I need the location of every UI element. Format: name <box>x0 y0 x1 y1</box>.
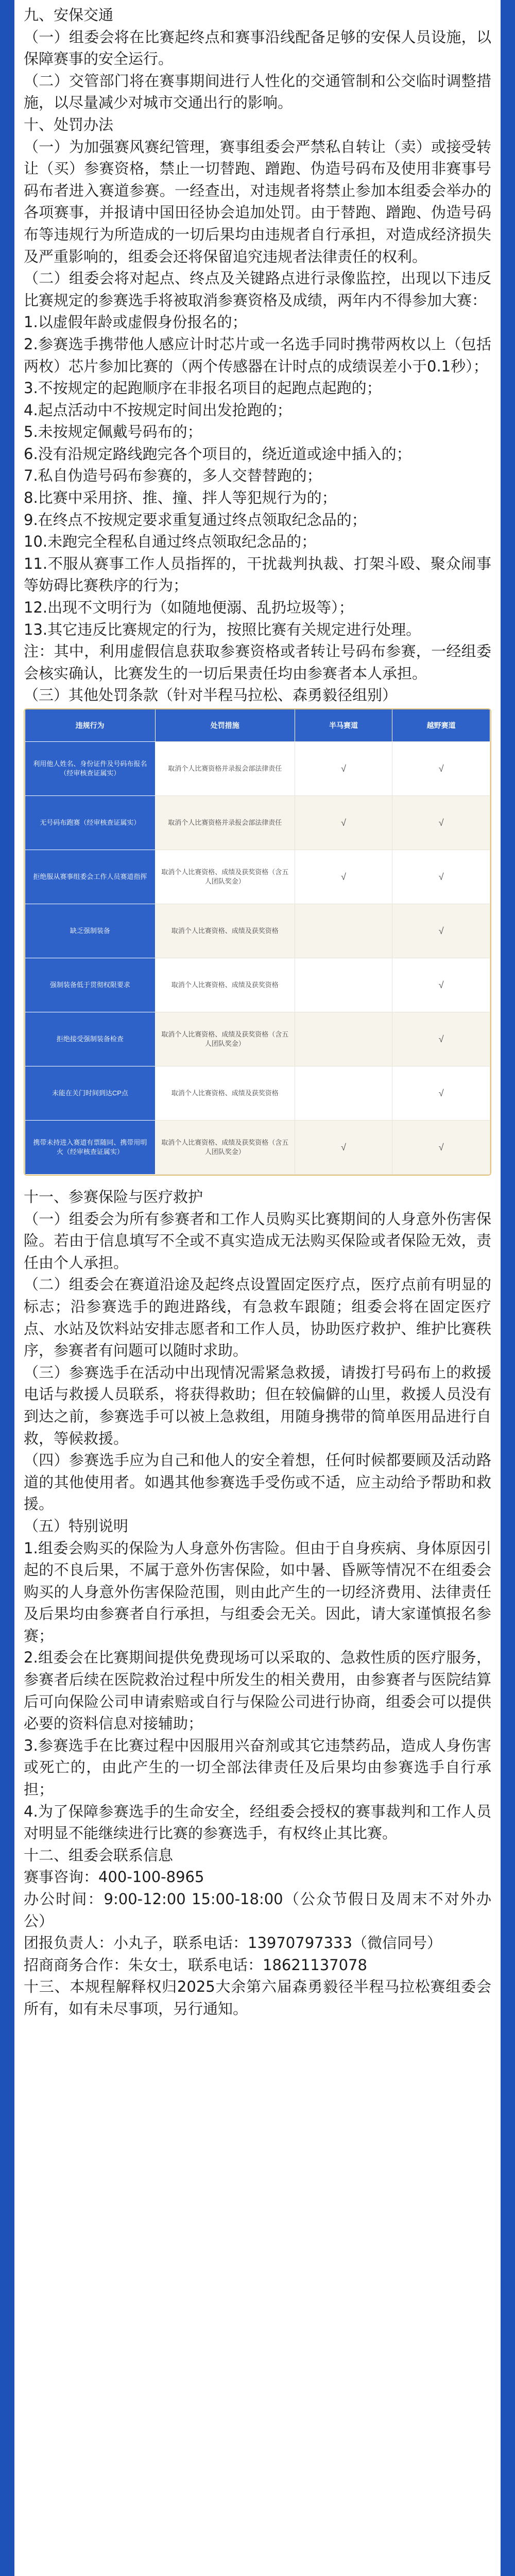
cell-trail: √ <box>392 1012 490 1066</box>
paragraph: 注：其中，利用虚假信息获取参赛资格或者转让号码布参赛，一经组委会核实确认，比赛发生的一切后果责任均由参赛者本人承担。 <box>24 642 491 682</box>
section-before-table <box>24 4 491 706</box>
table-row <box>25 1012 490 1066</box>
cell-trail: √ <box>392 1121 490 1175</box>
cell-measure: 取消个人比赛资格、成绩及获奖资格 <box>155 904 295 958</box>
paragraph: （一）组委会将在比赛起终点和赛事沿线配备足够的安保人员设施，以保障赛事的安全运行。 <box>24 28 491 68</box>
cell-trail: √ <box>392 850 490 904</box>
paragraph: 7.私自伪造号码布参赛的，多人交替替跑的； <box>24 467 322 485</box>
cell-measure: 取消个人比赛资格并录报会部法律责任 <box>155 742 295 796</box>
regulation-text <box>24 4 491 2020</box>
paragraph: 6.没有沿规定路线跑完各个项目的，绕近道或途中插入的； <box>24 445 411 463</box>
paragraph: （三）参赛选手在活动中出现情况需紧急救援，请拨打号码布上的救援电话与救援人员联系，将获得救助；但在较偏僻的山里，救援人员没有到达之前，参赛选手可以被上急救组，用随身携带的简单医用品进行自救，等候救援。 <box>24 1363 491 1447</box>
paragraph: 3.不按规定的起跑顺序在非报名项目的起跑点起跑的； <box>24 379 382 397</box>
paragraph: 2.参赛选手携带他人感应计时芯片或一名选手同时携带两枚以上（包括两枚）芯片参加比赛的（两个传感器在计时点的成绩误差小于0.1秒）； <box>24 335 491 375</box>
cell-trail: √ <box>392 742 490 796</box>
paragraph: （五）特别说明 <box>24 1517 129 1535</box>
paragraph: 2.组委会在比赛期间提供免费现场可以采取的、急救性质的医疗服务，参赛者后续在医院救治过程中所发生的相关费用，由参赛者与医院结算后可向保险公司申请索赔或自行与保险公司进行协商，组委会可以提供必要的资料信息对接辅助； <box>24 1649 491 1733</box>
penalty-table <box>25 709 490 1175</box>
cell-measure: 取消个人比赛资格、成绩及获奖资格（含五人团队奖金） <box>155 1012 295 1066</box>
cell-half-marathon: √ <box>295 1121 392 1175</box>
cell-half-marathon: √ <box>295 850 392 904</box>
paragraph: 十一、参赛保险与医疗救护 <box>24 1188 203 1206</box>
paragraph: 赛事咨询：400-100-8965 <box>24 1868 204 1886</box>
cell-half-marathon: √ <box>295 742 392 796</box>
cell-violation: 强制装备低于贯彻权限要求 <box>25 958 156 1012</box>
table-row <box>25 1066 490 1121</box>
paragraph: 1.以虚假年龄或虚假身份报名的； <box>24 313 247 331</box>
paragraph: 10.未跑完全程私自通过终点领取纪念品的； <box>24 533 317 551</box>
paragraph: 九、安保交通 <box>24 6 114 24</box>
table-row <box>25 742 490 796</box>
paragraph: 1.组委会购买的保险为人身意外伤害险。但由于自身疾病、身体原因引起的不良后果，不属于意外伤害保险，如中暑、昏厥等情况不在组委会购买的人身意外伤害保险范围，则由此产生的一切经济费用、法律责任及后果均由参赛者自行承担，与组委会无关。因此，请大家谨慎报名参赛； <box>24 1539 491 1645</box>
cell-trail: √ <box>392 796 490 850</box>
cell-measure: 取消个人比赛资格、成绩及获奖资格（含五人团队奖金） <box>155 1121 295 1175</box>
table-row <box>25 796 490 850</box>
table-row <box>25 850 490 904</box>
penalty-table-header <box>25 709 490 742</box>
table-row <box>25 904 490 958</box>
cell-violation: 携带未持进入赛道有票随同、携带用明火（经审核查证属实） <box>25 1121 156 1175</box>
paragraph: 招商商务合作：朱女士，联系电话：18621137078 <box>24 1956 367 1974</box>
paragraph: （二）组委会将对起点、终点及关键路点进行录像监控，出现以下违反比赛规定的参赛选手将被取消参赛资格及成绩，两年内不得参加大赛： <box>24 269 491 309</box>
paragraph: （二）交管部门将在赛事期间进行人性化的交通管制和公交临时调整措施，以尽量减少对城市交通出行的影响。 <box>24 72 491 112</box>
cell-violation: 利用他人姓名、身份证件及号码布报名（经审核查证属实） <box>25 742 156 796</box>
cell-trail: √ <box>392 1066 490 1121</box>
paragraph: （二）组委会在赛道沿途及起终点设置固定医疗点，医疗点前有明显的标志；沿参赛选手的跑进路线，有急救车跟随；组委会将在固定医疗点、水站及饮料站安排志愿者和工作人员，协助医疗救护、维护比赛秩序，参赛者有问题可以随时求助。 <box>24 1276 491 1360</box>
cell-trail: √ <box>392 904 490 958</box>
paragraph: 十三、本规程解释权归2025大余第六届森勇毅径半程马拉松赛组委会所有，如有未尽事项，另行通知。 <box>24 1978 491 2018</box>
penalty-table-wrapper <box>24 708 491 1176</box>
header-violation: 违规行为 <box>25 709 156 742</box>
paragraph: 9.在终点不按规定要求重复通过终点领取纪念品的； <box>24 511 367 529</box>
paragraph: （一）组委会为所有参赛者和工作人员购买比赛期间的人身意外伤害保险。若由于信息填写不全或不真实造成无法购买保险或者保险无效，责任由个人承担。 <box>24 1210 491 1272</box>
cell-measure: 取消个人比赛资格、成绩及获奖资格 <box>155 958 295 1012</box>
cell-half-marathon <box>295 958 392 1012</box>
cell-half-marathon: √ <box>295 796 392 850</box>
paragraph: 4.起点活动中不按规定时间出发抢跑的； <box>24 401 292 419</box>
paragraph: 十二、组委会联系信息 <box>24 1846 174 1864</box>
paragraph: 4.为了保障参赛选手的生命安全，经组委会授权的赛事裁判和工作人员对明显不能继续进行比赛的参赛选手，有权终止其比赛。 <box>24 1802 491 1842</box>
header-trail: 越野赛道 <box>392 709 490 742</box>
cell-violation: 无号码布跑赛（经审核查证属实） <box>25 796 156 850</box>
cell-half-marathon <box>295 1012 392 1066</box>
cell-measure: 取消个人比赛资格、成绩及获奖资格 <box>155 1066 295 1121</box>
cell-measure: 取消个人比赛资格、成绩及获奖资格（含五人团队奖金） <box>155 850 295 904</box>
paragraph: 13.其它违反比赛规定的行为，按照比赛有关规定进行处理。 <box>24 620 421 638</box>
cell-trail: √ <box>392 958 490 1012</box>
paragraph: （四）参赛选手应为自己和他人的安全着想，任何时候都要顾及活动路道的其他使用者。如遇其他参赛选手受伤或不适，应主动给予帮助和救援。 <box>24 1451 491 1513</box>
table-row <box>25 958 490 1012</box>
cell-violation: 缺乏强制装备 <box>25 904 156 958</box>
paragraph: 办公时间：9:00-12:00 15:00-18:00（公众节假日及周末不对外办公） <box>24 1890 491 1930</box>
cell-half-marathon <box>295 1066 392 1121</box>
header-half-marathon: 半马赛道 <box>295 709 392 742</box>
content-panel <box>14 0 501 2576</box>
paragraph: （三）其他处罚条款（针对半程马拉松、森勇毅径组别） <box>24 686 398 704</box>
paragraph: 3.参赛选手在比赛过程中因服用兴奋剂或其它违禁药品，造成人身伤害或死亡的，由此产生的一切全部法律责任及后果均由参赛选手自行承担； <box>24 1736 491 1799</box>
cell-violation: 拒绝接受强制装备检查 <box>25 1012 156 1066</box>
cell-measure: 取消个人比赛资格并录报会部法律责任 <box>155 796 295 850</box>
section-after-table <box>24 1186 491 2020</box>
paragraph: 5.未按规定佩戴号码布的； <box>24 423 202 441</box>
paragraph: 团报负责人：小丸子，联系电话：13970797333（微信同号） <box>24 1934 442 1952</box>
table-row <box>25 1121 490 1175</box>
paragraph: 十、处罚办法 <box>24 115 114 133</box>
cell-violation: 拒绝服从赛事组委会工作人员赛道指挥 <box>25 850 156 904</box>
cell-violation: 未能在关门时间到达CP点 <box>25 1066 156 1121</box>
paragraph: 11.不服从赛事工作人员指挥的，干扰裁判执裁、打架斗殴、聚众闹事等妨碍比赛秩序的行为； <box>24 554 491 595</box>
paragraph: 12.出现不文明行为（如随地便溺、乱扔垃圾等）； <box>24 599 354 617</box>
cell-half-marathon <box>295 904 392 958</box>
paragraph: （一）为加强赛风赛纪管理，赛事组委会严禁私自转让（卖）或接受转让（买）参赛资格，禁止一切替跑、蹭跑、伪造号码布及使用非赛事号码布者进入赛道参赛。一经查出，对违规者将禁止参加本组委会举办的各项赛事，并报请中国田径协会追加处罚。由于替跑、蹭跑、伪造号码布等违规行为所造成的一切后果均由违规者自行承担，对造成经济损失及严重影响的，组委会还将保留追究违规者法律责任的权利。 <box>24 138 491 265</box>
paragraph: 8.比赛中采用挤、推、撞、拌人等犯规行为的； <box>24 489 337 507</box>
header-measure: 处罚措施 <box>155 709 295 742</box>
